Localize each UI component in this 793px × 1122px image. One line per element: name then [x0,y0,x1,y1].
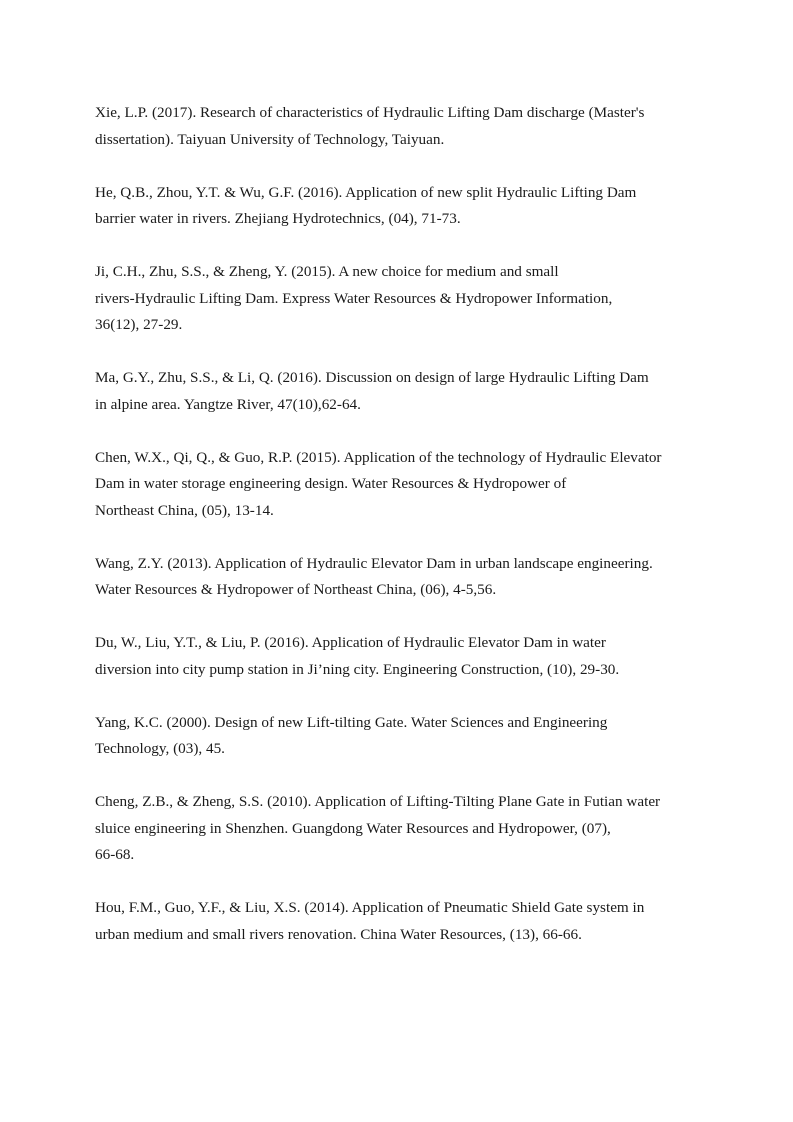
reference-entry [95,710,705,763]
reference-entry [95,445,705,525]
reference-entry [95,789,705,869]
reference-entry [95,180,705,233]
reference-line: barrier water in rivers. Zhejiang Hydrotechnics, (04), 71-73. [95,210,461,227]
reference-line: Technology, (03), 45. [95,740,225,757]
reference-line: Yang, K.C. (2000). Design of new Lift-tilting Gate. Water Sciences and Engineering [95,713,608,731]
reference-line: Ma, G.Y., Zhu, S.S., & Li, Q. (2016). Discussion on design of large Hydraulic Lifting Dam [95,369,649,386]
reference-line: urban medium and small rivers renovation. China Water Resources, (13), 66-66. [95,925,582,943]
reference-line: rivers-Hydraulic Lifting Dam. Express Water Resources & Hydropower Information, [95,289,613,307]
reference-list [95,100,705,975]
reference-entry [95,100,705,153]
reference-entry [95,630,705,683]
reference-line: 66-68. [95,846,135,863]
reference-entry [95,551,705,604]
reference-line: dissertation). Taiyuan University of Technology, Taiyuan. [95,130,445,148]
reference-line: Cheng, Z.B., & Zheng, S.S. (2010). Application of Lifting-Tilting Plane Gate in Futian water [95,793,661,810]
reference-entry [95,895,705,948]
reference-entry [95,259,705,339]
reference-line: Dam in water storage engineering design. Water Resources & Hydropower of [95,475,567,492]
reference-line: Water Resources & Hydropower of Northeast China, (06), 4-5,56. [95,581,497,598]
reference-line: Wang, Z.Y. (2013). Application of Hydraulic Elevator Dam in urban landscape engineering. [95,554,653,572]
reference-entry [95,365,705,418]
reference-line: 36(12), 27-29. [95,316,183,333]
reference-line: sluice engineering in Shenzhen. Guangdong Water Resources and Hydropower, (07), [95,819,611,837]
reference-line: in alpine area. Yangtze River, 47(10),62-64. [95,395,361,413]
reference-line: Du, W., Liu, Y.T., & Liu, P. (2016). Application of Hydraulic Elevator Dam in water [95,634,606,651]
reference-line: Xie, L.P. (2017). Research of characteristics of Hydraulic Lifting Dam discharge (Master's [95,104,645,121]
reference-line: Ji, C.H., Zhu, S.S., & Zheng, Y. (2015). A new choice for medium and small [95,263,559,280]
reference-line: Hou, F.M., Guo, Y.F., & Liu, X.S. (2014). Application of Pneumatic Shield Gate system in [95,899,645,916]
reference-line: He, Q.B., Zhou, Y.T. & Wu, G.F. (2016). Application of new split Hydraulic Lifting Dam [95,183,637,201]
reference-line: Chen, W.X., Qi, Q., & Guo, R.P. (2015). Application of the technology of Hydraulic Elevator [95,448,662,466]
reference-line: Northeast China, (05), 13-14. [95,501,274,519]
reference-line: diversion into city pump station in Ji’ning city. Engineering Construction, (10), 29-30. [95,660,620,678]
